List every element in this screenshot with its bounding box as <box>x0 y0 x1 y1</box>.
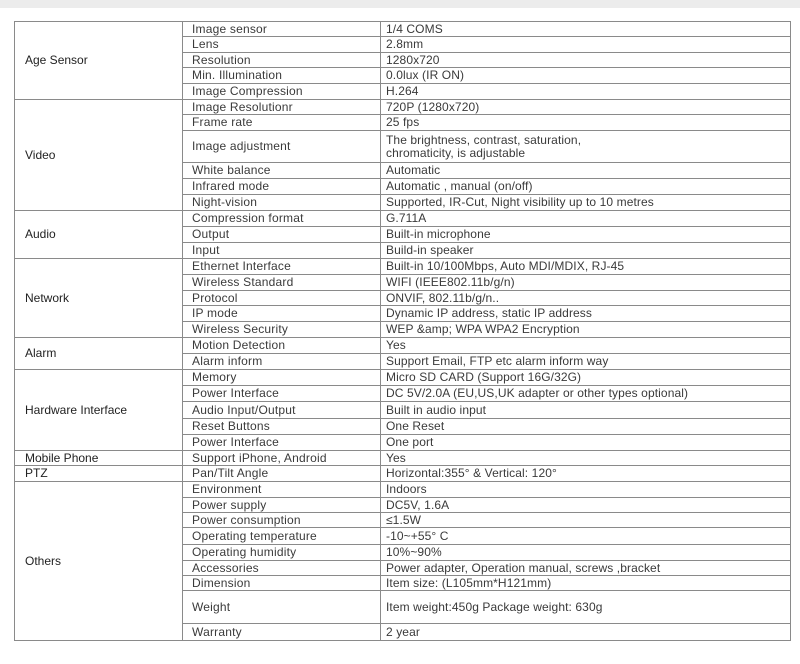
value-cell: 2.8mm <box>381 37 791 53</box>
item-cell: Compression format <box>183 211 381 227</box>
value-cell: H.264 <box>381 84 791 100</box>
spec-sheet <box>14 21 790 641</box>
value-cell: 10%~90% <box>381 545 791 561</box>
value-cell: Built in audio input <box>381 402 791 419</box>
item-cell: Wireless Standard <box>183 275 381 291</box>
item-cell: White balance <box>183 163 381 179</box>
item-cell: Image Compression <box>183 84 381 100</box>
table-row <box>15 451 791 466</box>
table-row <box>15 22 791 37</box>
item-cell: Output <box>183 227 381 243</box>
item-cell: IP mode <box>183 306 381 322</box>
item-cell: Protocol <box>183 291 381 306</box>
value-cell: Build-in speaker <box>381 243 791 259</box>
value-cell: G.711A <box>381 211 791 227</box>
value-cell: Power adapter, Operation manual, screws ,bracket <box>381 561 791 576</box>
table-row <box>15 370 791 386</box>
item-cell: Wireless Security <box>183 322 381 338</box>
value-cell: One Reset <box>381 419 791 435</box>
value-cell: Yes <box>381 338 791 354</box>
item-cell: Power consumption <box>183 513 381 528</box>
item-cell: Dimension <box>183 576 381 591</box>
value-cell: ONVIF, 802.11b/g/n.. <box>381 291 791 306</box>
value-cell: 25 fps <box>381 115 791 131</box>
item-cell: Input <box>183 243 381 259</box>
category-cell: Alarm <box>15 338 183 370</box>
value-cell: DC 5V/2.0A (EU,US,UK adapter or other types optional) <box>381 386 791 402</box>
item-cell: Support iPhone, Android <box>183 451 381 466</box>
item-cell: Warranty <box>183 624 381 641</box>
item-cell: Operating humidity <box>183 545 381 561</box>
table-row <box>15 100 791 115</box>
table-row <box>15 338 791 354</box>
category-cell: Hardware Interface <box>15 370 183 451</box>
table-row <box>15 466 791 482</box>
value-cell: WEP &amp; WPA WPA2 Encryption <box>381 322 791 338</box>
value-cell: The brightness, contrast, saturation, chromaticity, is adjustable <box>381 131 791 163</box>
item-cell: Image sensor <box>183 22 381 37</box>
value-cell: 1280x720 <box>381 53 791 68</box>
value-cell: Horizontal:355° & Vertical: 120° <box>381 466 791 482</box>
category-cell: Mobile Phone <box>15 451 183 466</box>
value-cell: Micro SD CARD (Support 16G/32G) <box>381 370 791 386</box>
item-cell: Environment <box>183 482 381 498</box>
item-cell: Frame rate <box>183 115 381 131</box>
category-cell: Audio <box>15 211 183 259</box>
category-cell: Others <box>15 482 183 641</box>
value-cell: Built-in microphone <box>381 227 791 243</box>
item-cell: Reset Buttons <box>183 419 381 435</box>
item-cell: Memory <box>183 370 381 386</box>
category-cell: PTZ <box>15 466 183 482</box>
value-cell: ≤1.5W <box>381 513 791 528</box>
top-bar <box>0 0 800 8</box>
spec-table <box>14 21 791 641</box>
item-cell: Image adjustment <box>183 131 381 163</box>
value-cell: Built-in 10/100Mbps, Auto MDI/MDIX, RJ-45 <box>381 259 791 275</box>
category-cell: Network <box>15 259 183 338</box>
item-cell: Resolution <box>183 53 381 68</box>
item-cell: Pan/Tilt Angle <box>183 466 381 482</box>
value-cell: Support Email, FTP etc alarm inform way <box>381 354 791 370</box>
table-row <box>15 259 791 275</box>
value-cell: Automatic <box>381 163 791 179</box>
category-cell: Video <box>15 100 183 211</box>
item-cell: Weight <box>183 591 381 624</box>
item-cell: Ethernet Interface <box>183 259 381 275</box>
item-cell: Accessories <box>183 561 381 576</box>
value-cell: Yes <box>381 451 791 466</box>
value-cell: Indoors <box>381 482 791 498</box>
table-row <box>15 482 791 498</box>
value-cell: 0.0lux (IR ON) <box>381 68 791 84</box>
value-cell: One port <box>381 435 791 451</box>
value-cell: WIFI (IEEE802.11b/g/n) <box>381 275 791 291</box>
value-cell: Item size: (L105mm*H121mm) <box>381 576 791 591</box>
category-cell: Age Sensor <box>15 22 183 100</box>
item-cell: Power supply <box>183 498 381 513</box>
value-cell: Automatic , manual (on/off) <box>381 179 791 195</box>
value-cell: DC5V, 1.6A <box>381 498 791 513</box>
item-cell: Power Interface <box>183 386 381 402</box>
item-cell: Motion Detection <box>183 338 381 354</box>
item-cell: Image Resolutionr <box>183 100 381 115</box>
value-cell: 2 year <box>381 624 791 641</box>
table-row <box>15 211 791 227</box>
item-cell: Audio Input/Output <box>183 402 381 419</box>
spec-table-body <box>15 22 791 641</box>
item-cell: Min. Illumination <box>183 68 381 84</box>
value-cell: 720P (1280x720) <box>381 100 791 115</box>
value-cell: Supported, IR-Cut, Night visibility up to 10 metres <box>381 195 791 211</box>
item-cell: Alarm inform <box>183 354 381 370</box>
value-cell: Dynamic IP address, static IP address <box>381 306 791 322</box>
item-cell: Lens <box>183 37 381 53</box>
item-cell: Infrared mode <box>183 179 381 195</box>
value-cell: Item weight:450g Package weight: 630g <box>381 591 791 624</box>
item-cell: Operating temperature <box>183 528 381 545</box>
item-cell: Night-vision <box>183 195 381 211</box>
value-cell: -10~+55° C <box>381 528 791 545</box>
item-cell: Power Interface <box>183 435 381 451</box>
value-cell: 1/4 COMS <box>381 22 791 37</box>
